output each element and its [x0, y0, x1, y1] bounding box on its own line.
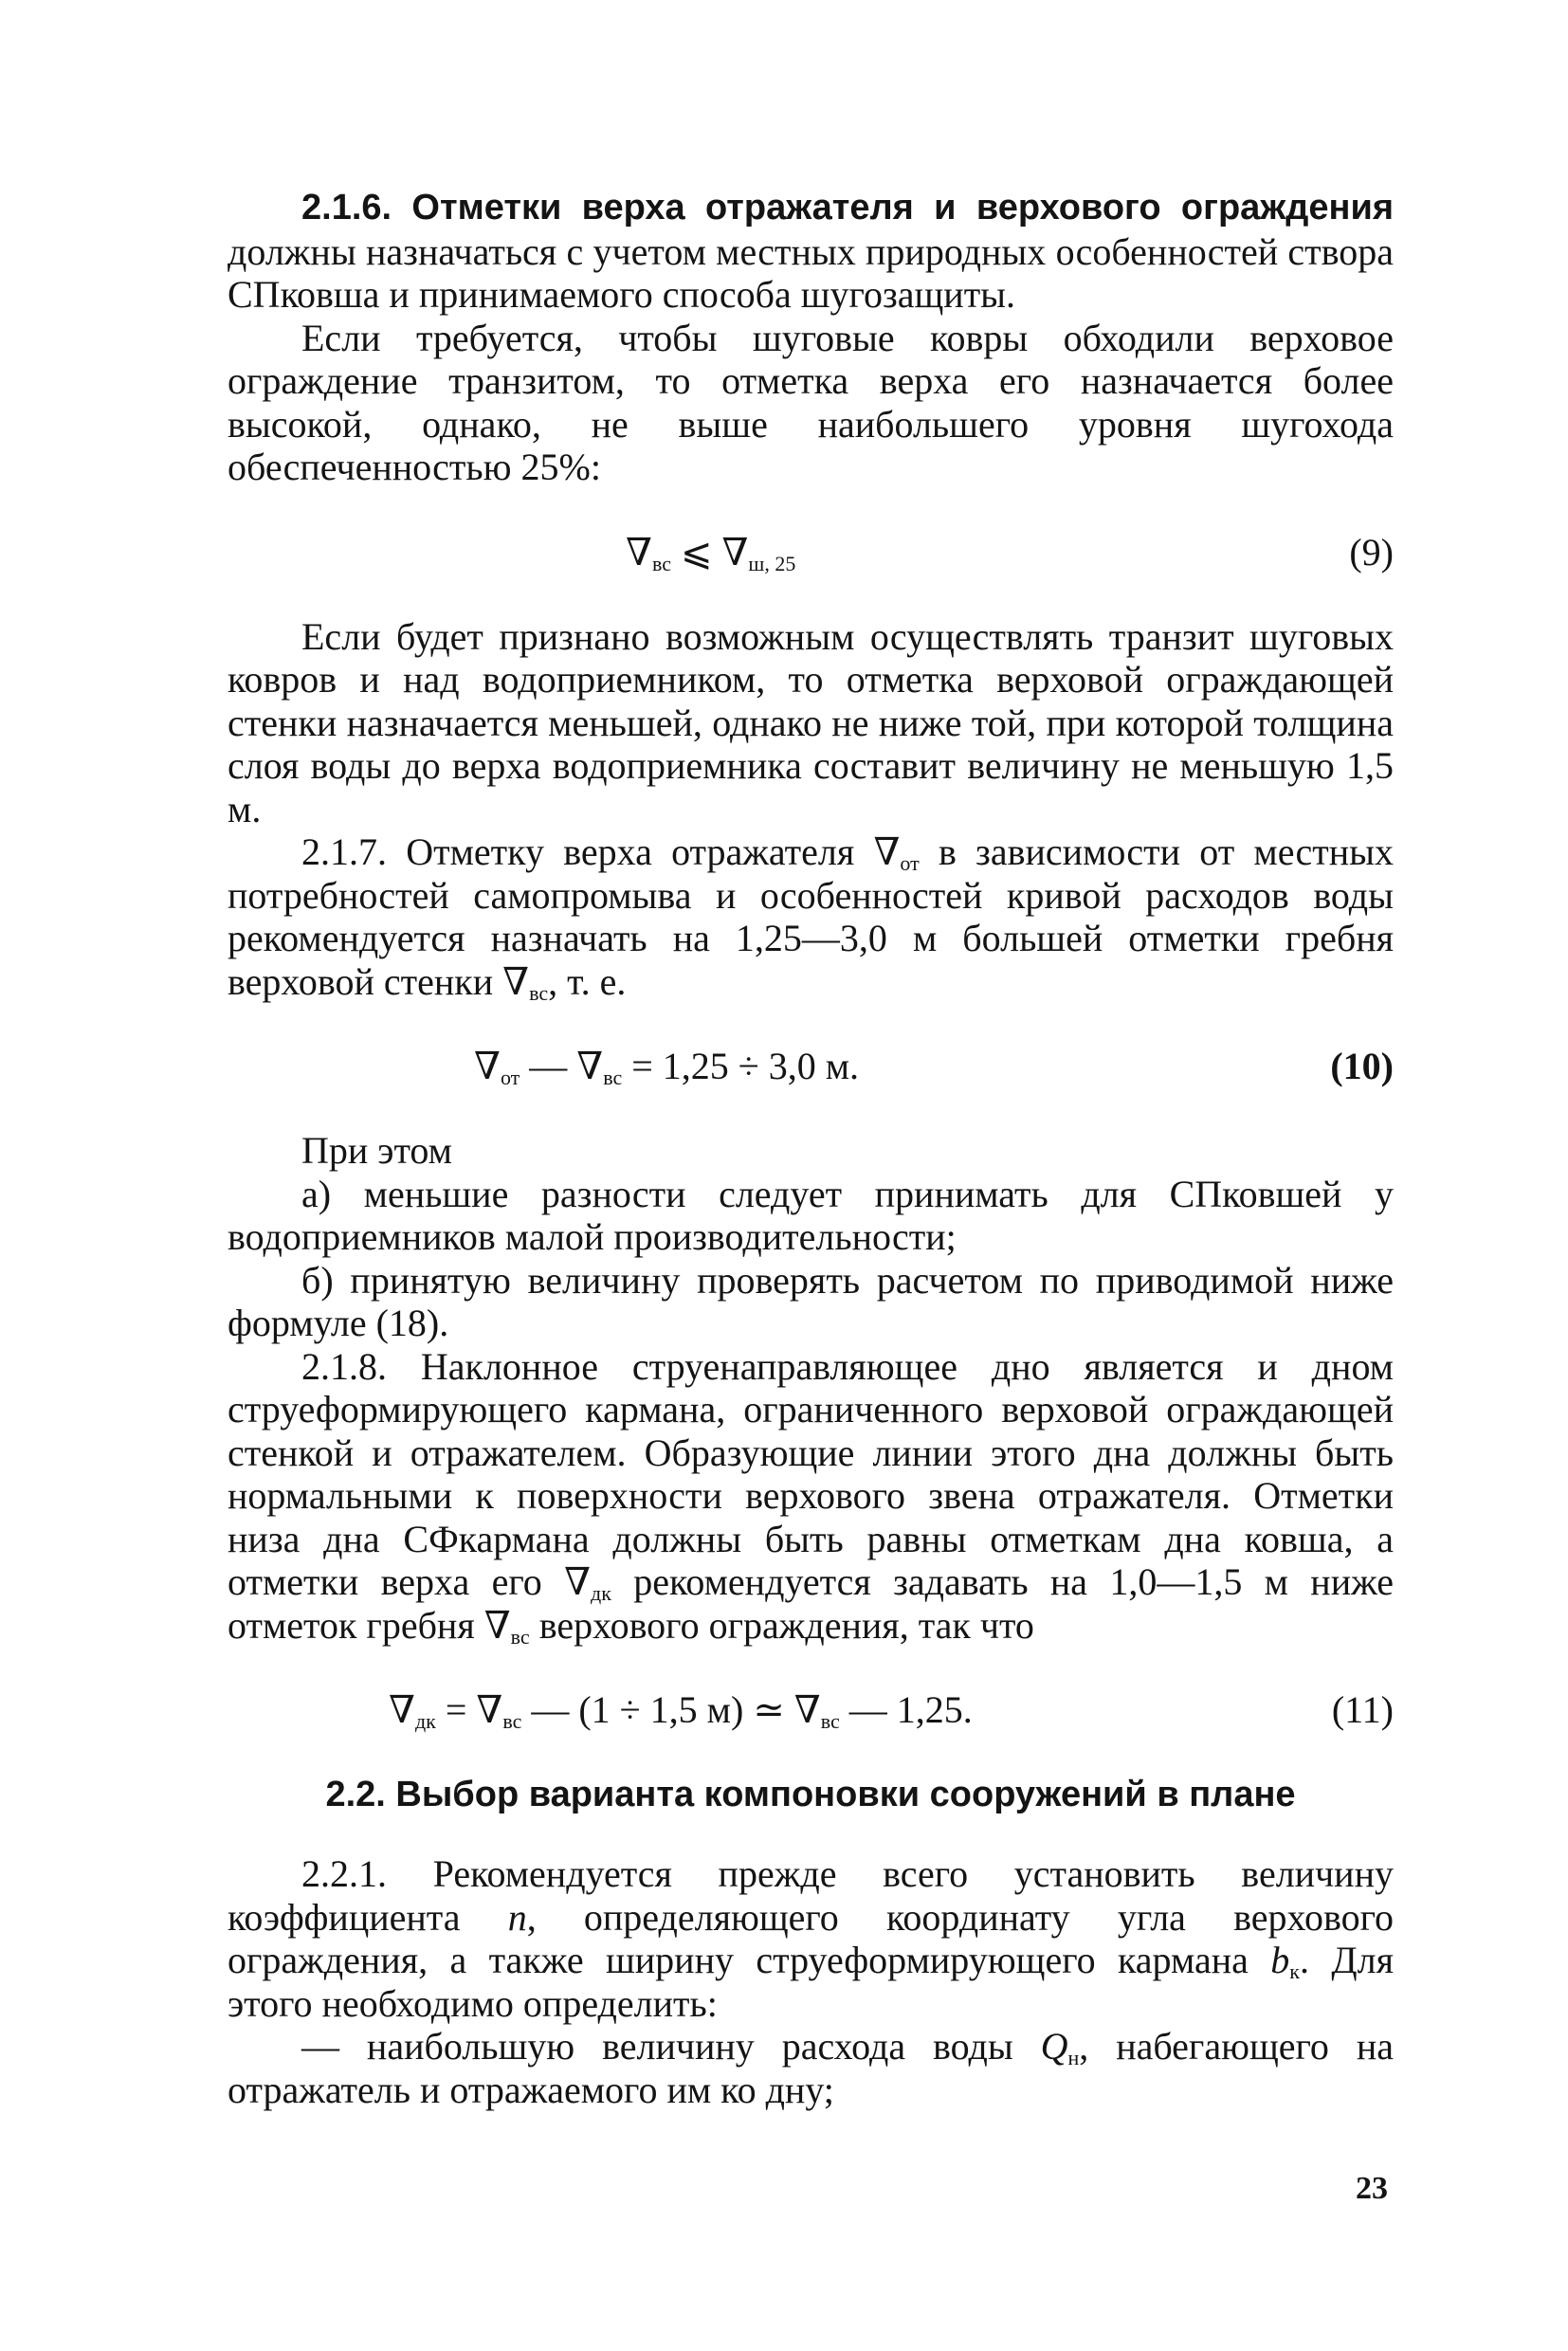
list-item-b: б) принятую величину проверять расчетом по приводимой ниже формуле (18). — [228, 1258, 1394, 1344]
page-content — [228, 185, 1394, 2111]
paragraph-2-1-7: 2.1.7. Отметку верха отражателя $\nabla_{от}$ в зависимости от местных потребностей самопромыва и особенностей кривой расходов воды рекомендуется назначать на 1,25—3,0 м большей отметки гребня верховой стенки $\nabla_{вс}$, т. е. — [228, 830, 1394, 1005]
section-heading-2-2: 2.2. Выбор варианта компоновки сооружений в плане — [325, 1775, 1296, 1814]
equation-9 — [228, 531, 1394, 574]
equation-9-expression: $\nabla_{вс}$ ⩽ $\nabla_{ш, 25}$ — [626, 530, 796, 575]
paragraph-discharge: — наибольшую величину расхода воды $Q_н$, набегающего на отражатель и отражаемого им ко дну; — [228, 2025, 1394, 2111]
equation-9-number: (9) — [1349, 530, 1394, 574]
page-number: 23 — [1356, 2171, 1388, 2206]
equation-10 — [228, 1045, 1394, 1087]
equation-10-expression: $\nabla_{от}$ — $\nabla_{вс} = 1,25 \div 3,0$ м. — [474, 1045, 860, 1089]
equation-11-number: (11) — [1331, 1688, 1394, 1731]
paragraph-2-1-8: 2.1.8. Наклонное струенаправляющее дно является и дном струеформирующего кармана, ограниченного верховой ограждающей стенкой и отражателем. Образующие линии этого дна должны быть нормальными к поверхности верхового звена отражателя. Отметки низа дна СФкармана должны быть равны отметкам дна ковша, а отметки верха его $\nabla_{дк}$ рекомендуется задавать на 1,0—1,5 м ниже отметок гребня $\nabla_{вс}$ верхового ограждения, так что — [228, 1344, 1394, 1649]
clause-text: должны назначаться с учетом местных природных особенностей створа СПковша и принимаемого способа шугозащиты. — [228, 229, 1394, 316]
paragraph-transit: Если требуется, чтобы шуговые ковры обходили верховое ограждение транзитом, то отметка верха его назначается более высокой, однако, не выше наибольшего уровня шугохода обеспеченностью 25%: — [228, 316, 1394, 488]
paragraph-transit-over-intake: Если будет признано возможным осуществлять транзит шуговых ковров и над водоприемником, то отметка верховой ограждающей стенки назначается меньшей, однако не ниже той, при которой толщина слоя воды до верха водоприемника составит величину не меньшую 1,5 м. — [228, 614, 1394, 830]
list-item-a: а) меньшие разности следует принимать для СПковшей у водоприемников малой производительности; — [228, 1172, 1394, 1258]
paragraph-pri-etom: При этом — [301, 1129, 452, 1172]
paragraph-2-2-1: 2.2.1. Рекомендуется прежде всего установить величину коэффициента n, определяющего координату угла верхового ограждения, а также ширину струеформирующего кармана $b_к$. Для этого необходимо определить: — [228, 1852, 1395, 2025]
equation-10-number: (10) — [1330, 1045, 1394, 1087]
equation-11-expression: $\nabla_{дк} = \nabla_{вс}$ — (1 ÷ 1,5 м) ≃ $\nabla_{вс}$ — 1,25. — [389, 1688, 973, 1733]
paragraph-2-1-6 — [228, 185, 1394, 317]
equation-11 — [228, 1688, 1394, 1731]
clause-title: 2.1.6. Отметки верха отражателя и верхового ограждения — [301, 188, 1394, 228]
